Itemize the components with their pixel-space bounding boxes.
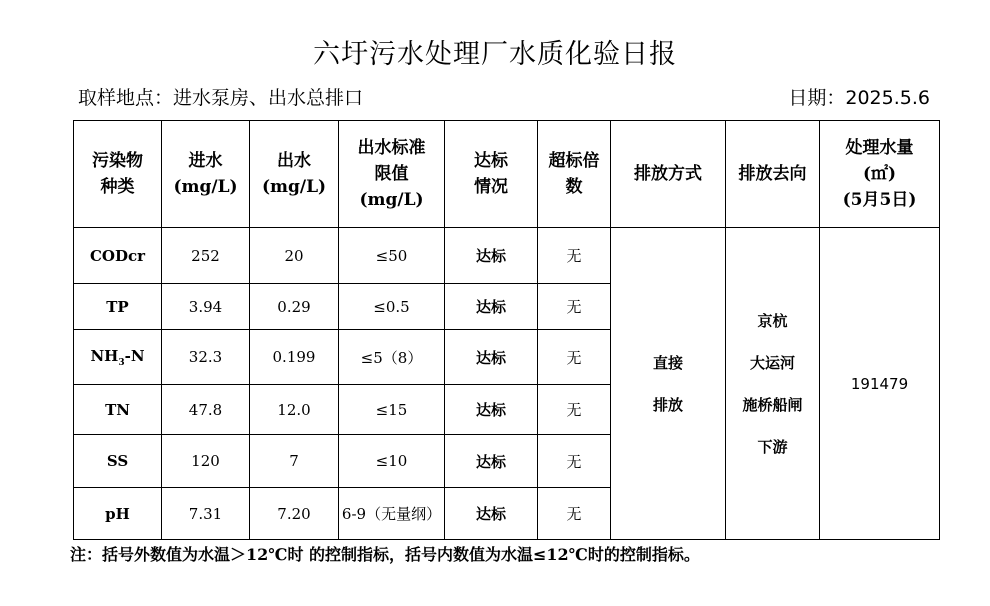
effluent-value: 7.20: [250, 488, 339, 540]
header-effluent: 出水 (mg/L): [250, 121, 339, 228]
standard-limit: ≤0.5: [339, 284, 445, 330]
compliance-status: 达标: [445, 228, 538, 284]
exceed-multiple: 无: [538, 435, 611, 488]
influent-value: 252: [162, 228, 250, 284]
header-pollutant: 污染物 种类: [74, 121, 162, 228]
header-discharge-method: 排放方式: [611, 121, 726, 228]
discharge-method: 直接 排放: [611, 228, 726, 540]
standard-limit: 6-9（无量纲）: [339, 488, 445, 540]
exceed-multiple: 无: [538, 488, 611, 540]
influent-value: 120: [162, 435, 250, 488]
header-discharge-destination: 排放去向: [726, 121, 820, 228]
table-row: [74, 228, 940, 284]
effluent-value: 0.29: [250, 284, 339, 330]
pollutant-name: pH: [74, 488, 162, 540]
pollutant-name: CODcr: [74, 228, 162, 284]
effluent-value: 20: [250, 228, 339, 284]
standard-limit: ≤50: [339, 228, 445, 284]
effluent-value: 12.0: [250, 385, 339, 435]
influent-value: 7.31: [162, 488, 250, 540]
header-influent: 进水 (mg/L): [162, 121, 250, 228]
compliance-status: 达标: [445, 330, 538, 385]
water-quality-table: [73, 120, 940, 540]
discharge-destination: 京杭 大运河 施桥船闸 下游: [726, 228, 820, 540]
exceed-multiple: 无: [538, 330, 611, 385]
header-compliance: 达标 情况: [445, 121, 538, 228]
standard-limit: ≤10: [339, 435, 445, 488]
report-date: 日期：2025.5.6: [788, 87, 930, 109]
influent-value: 47.8: [162, 385, 250, 435]
sampling-location: 取样地点：进水泵房、出水总排口: [78, 87, 364, 109]
report-title: 六圩污水处理厂水质化验日报: [313, 39, 677, 70]
pollutant-name: $NH_3-N$: [74, 330, 162, 385]
compliance-status: 达标: [445, 385, 538, 435]
pollutant-name: TP: [74, 284, 162, 330]
compliance-status: 达标: [445, 435, 538, 488]
compliance-status: 达标: [445, 284, 538, 330]
influent-value: 32.3: [162, 330, 250, 385]
exceed-multiple: 无: [538, 385, 611, 435]
treated-volume: 191479: [820, 228, 940, 540]
pollutant-name: TN: [74, 385, 162, 435]
effluent-value: 0.199: [250, 330, 339, 385]
influent-value: 3.94: [162, 284, 250, 330]
pollutant-name: SS: [74, 435, 162, 488]
standard-limit: ≤5（8）: [339, 330, 445, 385]
header-volume: 处理水量 (㎡) (5月5日): [820, 121, 940, 228]
header-standard: 出水标准 限值 (mg/L): [339, 121, 445, 228]
exceed-multiple: 无: [538, 284, 611, 330]
effluent-value: 7: [250, 435, 339, 488]
footnote: 注：括号外数值为水温＞12℃时 的控制指标，括号内数值为水温≤12℃时的控制指标。: [70, 545, 700, 564]
header-exceed: 超标倍 数: [538, 121, 611, 228]
standard-limit: ≤15: [339, 385, 445, 435]
exceed-multiple: 无: [538, 228, 611, 284]
compliance-status: 达标: [445, 488, 538, 540]
header-row: [74, 121, 940, 228]
